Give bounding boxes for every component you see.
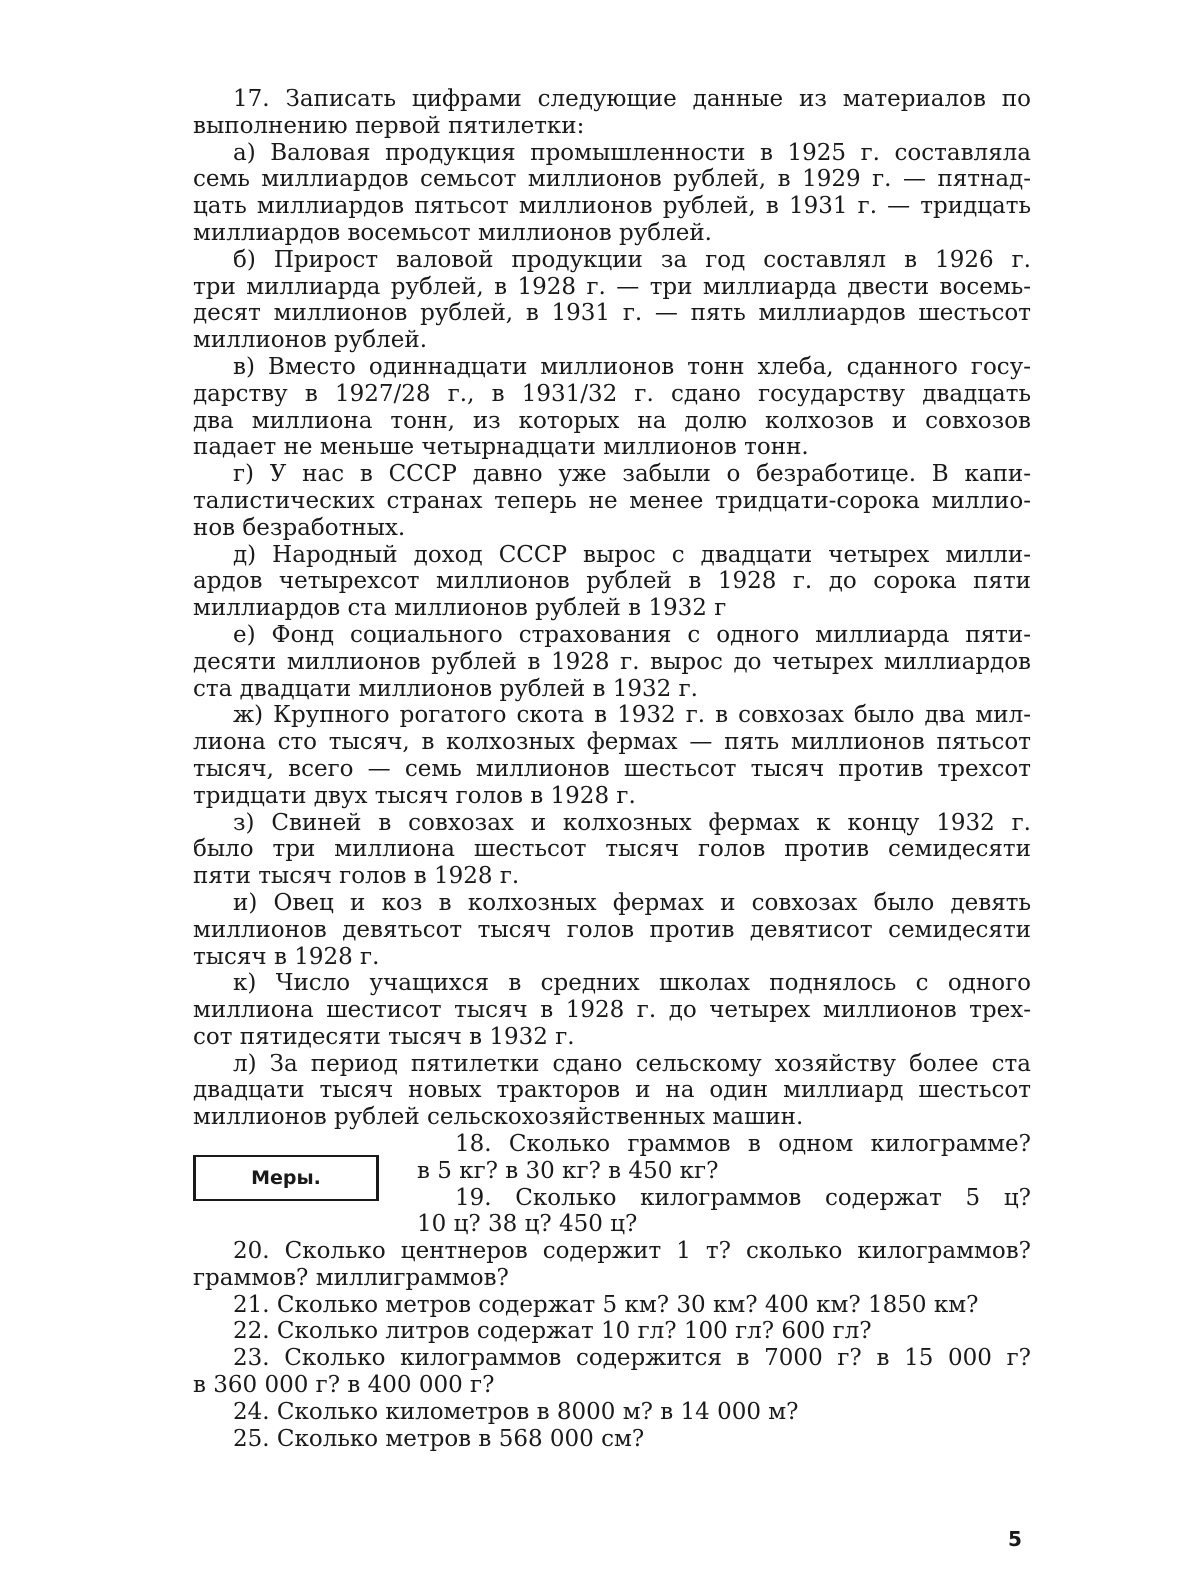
item-a-line-4: миллиардов восемьсот миллионов рублей. [193, 219, 712, 246]
item-i [193, 890, 1031, 970]
item-e-line-2: десяти миллионов рублей в 1928 г. вырос до четырех миллиардов [193, 648, 1031, 675]
item-b-line-2: три миллиарда рублей, в 1928 г. — три миллиарда двести восемь- [193, 273, 1031, 300]
item-v-line-4: падает не меньше четырнадцати миллионов тонн. [193, 434, 809, 461]
problem-23-line-1: 23. Сколько килограммов содержится в 7000 г? в 15 000 г? [233, 1345, 1031, 1372]
item-l-line-2: двадцати тысяч новых тракторов и на один миллиард шестьсот [193, 1077, 1031, 1104]
item-l-line-1: л) За период пятилетки сдано сельскому хозяйству более ста [233, 1050, 1031, 1077]
page-number: 5 [1008, 1527, 1022, 1551]
item-k [193, 970, 1031, 1050]
item-g-line-2: талистических странах теперь не менее тридцати-сорока миллио- [193, 487, 1031, 514]
measures-heading-box: Меры. [193, 1155, 379, 1201]
problem-19-line-1: 19. Сколько килограммов содержат 5 ц? [455, 1184, 1031, 1211]
item-k-line-3: сот пятидесяти тысяч в 1932 г. [193, 1023, 575, 1050]
item-zh-line-3: тысяч, всего — семь миллионов шестьсот тысяч против трехсот [193, 755, 1031, 782]
item-g [193, 461, 1031, 541]
page-body [193, 86, 1031, 1452]
problem-17 [193, 86, 1031, 1131]
item-a [193, 140, 1031, 247]
item-k-line-2: миллиона шестисот тысяч в 1928 г. до четырех миллионов трех- [193, 997, 1031, 1024]
item-zh-line-4: тридцати двух тысяч голов в 1928 г. [193, 782, 636, 809]
item-d [193, 542, 1031, 622]
problem-22: 22. Сколько литров содержат 10 гл? 100 гл? 600 гл? [233, 1318, 872, 1345]
item-e-line-3: ста двадцати миллионов рублей в 1932 г. [193, 675, 698, 702]
problem-19-line-2: 10 ц? 38 ц? 450 ц? [417, 1211, 638, 1238]
problem-25: 25. Сколько метров в 568 000 см? [233, 1425, 645, 1452]
item-l-line-3: миллионов рублей сельскохозяйственных машин. [193, 1104, 804, 1131]
item-b-line-3: десят миллионов рублей, в 1931 г. — пять миллиардов шестьсот [193, 300, 1031, 327]
item-i-line-1: и) Овец и коз в колхозных фермах и совхозах было девять [233, 889, 1031, 916]
item-b-line-4: миллионов рублей. [193, 327, 428, 354]
item-a-line-1: а) Валовая продукция промышленности в 1925 г. составляла [233, 139, 1031, 166]
item-zh [193, 702, 1031, 809]
problem-18-line-1: 18. Сколько граммов в одном килограмме? [455, 1131, 1031, 1158]
item-b [193, 247, 1031, 354]
item-z-line-1: з) Свиней в совхозах и колхозных фермах к концу 1932 г. [233, 809, 1031, 836]
item-v-line-3: два миллиона тонн, из которых на долю колхозов и совхозов [193, 407, 1031, 434]
item-a-line-3: цать миллиардов пятьсот миллионов рублей, в 1931 г. — тридцать [193, 193, 1031, 220]
item-i-line-3: тысяч в 1928 г. [193, 943, 380, 970]
problem-23-line-2: в 360 000 г? в 400 000 г? [193, 1372, 495, 1399]
problem-17-intro-line-2: выполнению первой пятилетки: [193, 112, 585, 139]
measures-section [193, 1131, 1031, 1238]
problem-20-line-2: граммов? миллиграммов? [193, 1264, 509, 1291]
item-v-line-2: дарству в 1927/28 г., в 1931/32 г. сдано государству двадцать [193, 380, 1031, 407]
item-zh-line-2: лиона сто тысяч, в колхозных фермах — пять миллионов пятьсот [193, 729, 1031, 756]
item-l [193, 1051, 1031, 1131]
problem-24: 24. Сколько километров в 8000 м? в 14 000 м? [233, 1398, 799, 1425]
item-i-line-2: миллионов девятьсот тысяч голов против девятисот семидесяти [193, 916, 1031, 943]
item-d-line-1: д) Народный доход СССР вырос с двадцати четырех милли- [233, 541, 1031, 568]
problem-18-line-2: в 5 кг? в 30 кг? в 450 кг? [417, 1157, 719, 1184]
item-z-line-3: пяти тысяч голов в 1928 г. [193, 863, 520, 890]
item-zh-line-1: ж) Крупного рогатого скота в 1932 г. в совхозах было два мил- [233, 702, 1031, 729]
item-z [193, 810, 1031, 890]
item-z-line-2: было три миллиона шестьсот тысяч голов против семидесяти [193, 836, 1031, 863]
problem-21: 21. Сколько метров содержат 5 км? 30 км? 400 км? 1850 км? [233, 1291, 979, 1318]
problem-20-line-1: 20. Сколько центнеров содержит 1 т? сколько килограммов? [233, 1238, 1031, 1265]
item-k-line-1: к) Число учащихся в средних школах поднялось с одного [233, 970, 1031, 997]
item-d-line-3: миллиардов ста миллионов рублей в 1932 г [193, 595, 727, 622]
item-a-line-2: семь миллиардов семьсот миллионов рублей, в 1929 г. — пятнад- [193, 166, 1031, 193]
item-v-line-1: в) Вместо одиннадцати миллионов тонн хлеба, сданного госу- [233, 353, 1031, 380]
problems-20-25 [193, 1238, 1031, 1452]
item-e-line-1: е) Фонд социального страхования с одного миллиарда пяти- [233, 621, 1031, 648]
problem-17-intro-line-1: 17. Записать цифрами следующие данные из материалов по [233, 86, 1031, 112]
item-b-line-1: б) Прирост валовой продукции за год составлял в 1926 г. [233, 246, 1031, 273]
item-v [193, 354, 1031, 461]
item-g-line-3: нов безработных. [193, 514, 406, 541]
item-e [193, 622, 1031, 702]
item-g-line-1: г) У нас в СССР давно уже забыли о безработице. В капи- [233, 461, 1031, 488]
item-d-line-2: ардов четырехсот миллионов рублей в 1928 г. до сорока пяти [193, 568, 1031, 595]
measures-problems [417, 1131, 1031, 1238]
